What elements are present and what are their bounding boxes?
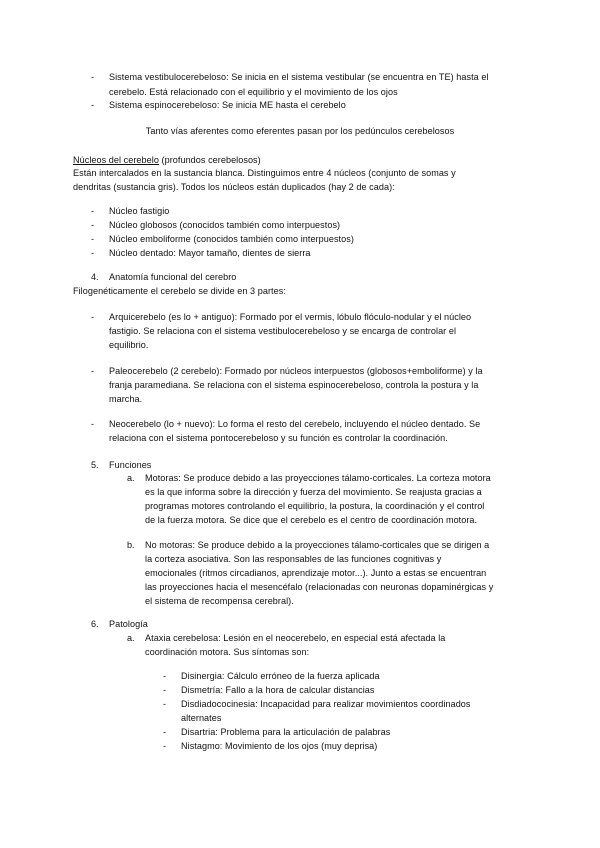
section-5-item-line: la corteza asociativa. Son las responsables de las funciones cognitivas y <box>145 554 442 564</box>
bullet-dash: - <box>91 312 95 322</box>
section-6-item-letter: a. <box>127 633 135 643</box>
section-6-item-line: Ataxia cerebelosa: Lesión en el neocerebelo, en especial está afectada la <box>145 633 446 643</box>
centered-note: Tanto vías aferentes como eferentes pasan por los pedúnculos cerebelosos <box>145 126 455 136</box>
bullet-dash: - <box>163 699 167 709</box>
section-5-item-letter: a. <box>127 473 135 483</box>
section-4-intro: Filogenéticamente el cerebelo se divide en 3 partes: <box>73 286 286 296</box>
section-5-item-line: de la fuerza motora. Se dice que el cerebelo es el centro de coordinación motora. <box>145 515 478 525</box>
section-5-item-line: el sistema de recompensa cerebral). <box>145 596 294 606</box>
nuclei-paragraph-line: Están intercalados en la sustancia blanca. Distinguimos entre 4 núcleos (conjunto de somas y <box>73 168 456 178</box>
section-5-title: Funciones <box>109 460 152 470</box>
nucleus-item: Núcleo fastigio <box>109 206 170 216</box>
section-5-item-line: es la que informa sobre la dirección y fuerza del movimiento. Se reajusta gracias a <box>145 487 482 497</box>
section-4-number: 4. <box>91 272 99 282</box>
section-6-title: Patología <box>109 619 148 629</box>
section-5-item-line: las proyecciones hacia el mesencéfalo (relacionadas con neuronas dopaminérgicas y <box>145 582 494 592</box>
bullet-dash: - <box>163 671 167 681</box>
bullet-dash: - <box>91 72 95 82</box>
section-5-number: 5. <box>91 460 99 470</box>
symptom-line: Nistagmo: Movimiento de los ojos (muy deprisa) <box>181 741 378 751</box>
bullet-dash: - <box>91 100 95 110</box>
section-4-title: Anatomía funcional del cerebro <box>109 272 237 282</box>
section-5-item-line: No motoras: Se produce debido a la proyecciones tálamo-corticales que se dirigen a <box>145 540 490 550</box>
section-5-item-line: programas motores controlando el equilibrio, la postura, la coordinación y el control <box>145 501 485 511</box>
bullet-dash: - <box>91 248 95 258</box>
bullet-dash: - <box>91 234 95 244</box>
section-6-item-line: coordinación motora. Sus síntomas son: <box>145 647 310 657</box>
intro-bullet-line: Sistema vestibulocerebeloso: Se inicia en el sistema vestibular (se encuentra en TE) hasta el <box>109 72 489 82</box>
section-4-item-line: relaciona con el sistema pontocerebeloso y su función es controlar la coordinación. <box>109 433 448 443</box>
section-4-item-line: franja paramediana. Se relaciona con el sistema espinocerebeloso, controla la postura y la <box>109 380 479 390</box>
nuclei-paragraph-line: dendritas (sustancia gris). Todos los núcleos están duplicados (hay 2 de cada): <box>73 182 395 192</box>
section-6-number: 6. <box>91 619 99 629</box>
intro-bullet-line: Sistema espinocerebeloso: Se inicia ME hasta el cerebelo <box>109 100 346 110</box>
section-5-item-line: emocionales (ritmos circadianos, aprendizaje motor...). Junto a estas se encuentran <box>145 568 487 578</box>
bullet-dash: - <box>163 685 167 695</box>
bullet-dash: - <box>91 206 95 216</box>
bullet-dash: - <box>163 741 167 751</box>
symptom-line: Disartria: Problema para la articulación de palabras <box>181 727 391 737</box>
section-4-item-line: fastigio. Se relaciona con el sistema vestibulocerebeloso y se encarga de controlar el <box>109 326 457 336</box>
symptom-line: Dismetría: Fallo a la hora de calcular distancias <box>181 685 375 695</box>
bullet-dash: - <box>91 220 95 230</box>
section-4-item-line: equilibrio. <box>109 340 149 350</box>
section-5-item-letter: b. <box>127 540 135 550</box>
section-4-item-line: Neocerebelo (lo + nuevo): Lo forma el resto del cerebelo, incluyendo el núcleo dentado. Se <box>109 419 481 429</box>
section-5-item-line: Motoras: Se produce debido a las proyecciones tálamo-corticales. La corteza motora <box>145 473 491 483</box>
symptom-line: Disdiadococinesia: Incapacidad para realizar movimientos coordinados <box>181 699 471 709</box>
bullet-dash: - <box>163 727 167 737</box>
nucleus-item: Núcleo globosos (conocidos también como interpuestos) <box>109 220 341 230</box>
nucleus-item: Núcleo dentado: Mayor tamaño, dientes de sierra <box>109 248 311 258</box>
symptom-line: Disinergia: Cálculo erróneo de la fuerza aplicada <box>181 671 380 681</box>
nucleus-item: Núcleo emboliforme (conocidos también como interpuestos) <box>109 234 354 244</box>
nuclei-heading-suffix: (profundos cerebelosos) <box>158 155 261 165</box>
nuclei-heading: Núcleos del cerebelo <box>73 155 159 165</box>
bullet-dash: - <box>91 419 95 429</box>
section-4-item-line: Arquicerebelo (es lo + antiguo): Formado por el vermis, lóbulo flóculo-nodular y el núcleo <box>109 312 472 322</box>
bullet-dash: - <box>91 366 95 376</box>
intro-bullet-line: cerebelo. Está relacionado con el equilibrio y el movimiento de los ojos <box>109 87 398 97</box>
section-4-item-line: marcha. <box>109 394 143 404</box>
symptom-line: alternates <box>181 713 222 723</box>
section-4-item-line: Paleocerebelo (2 cerebelo): Formado por núcleos interpuestos (globosos+emboliforme) y la <box>109 366 483 376</box>
